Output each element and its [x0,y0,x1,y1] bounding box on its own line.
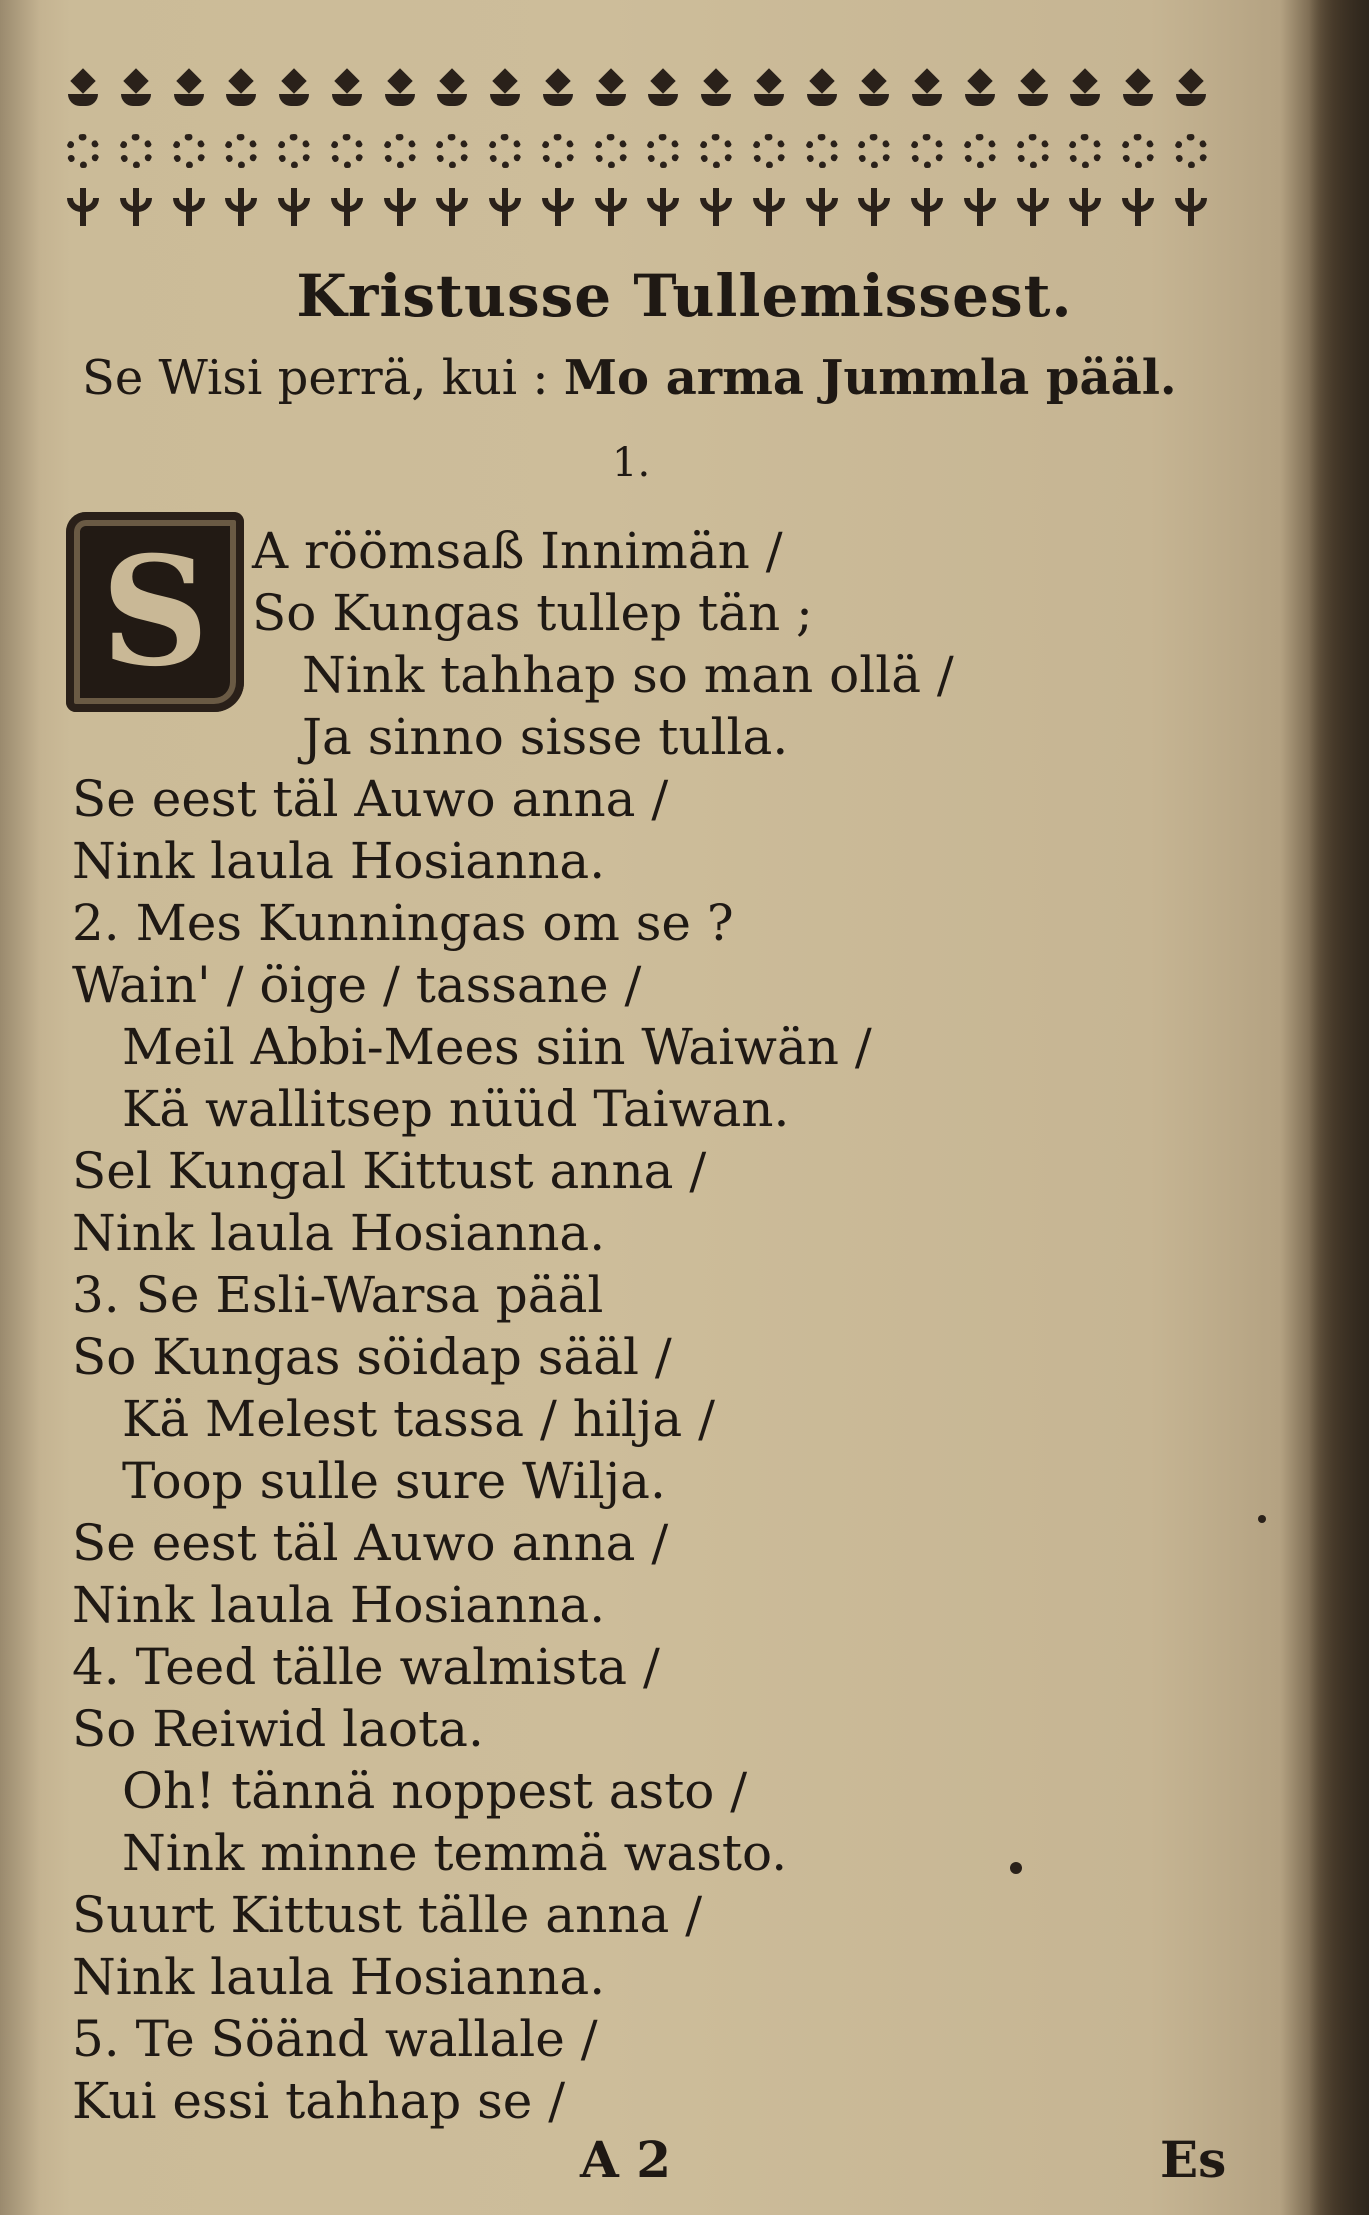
fleuron-icon [220,126,262,172]
verse-line: Kä Melest tassa / hilja / [122,1390,715,1448]
fleuron-icon [537,184,579,230]
verse-line: 4. Teed tälle walmista / [72,1638,660,1696]
fleuron-icon [1012,68,1054,114]
fleuron-icon [906,126,948,172]
fleuron-icon [590,184,632,230]
fleuron-icon [748,126,790,172]
fleuron-icon [590,68,632,114]
fleuron-icon [801,184,843,230]
fleuron-icon [1012,126,1054,172]
fleuron-icon [62,184,104,230]
fleuron-icon [1064,68,1106,114]
tune-prefix: Se Wisi perrä, kui : [82,350,549,406]
verse-line: Toop sulle sure Wilja. [122,1452,666,1510]
fleuron-border [62,62,1212,242]
fleuron-icon [379,126,421,172]
fleuron-icon [326,184,368,230]
fleuron-icon [537,126,579,172]
fleuron-icon [1117,126,1159,172]
tune-name: Mo arma Jummla pääl. [563,350,1177,406]
fleuron-icon [115,68,157,114]
fleuron-icon [906,184,948,230]
verse-line: Sel Kungal Kittust anna / [72,1142,707,1200]
signature-mark: A 2 [580,2130,671,2189]
fleuron-icon [1170,126,1212,172]
verse-line: Nink laula Hosianna. [72,1204,606,1262]
ornament-row-bottom [62,178,1212,236]
fleuron-icon [748,68,790,114]
verse-line: A röömsaß Innimän / [252,522,783,580]
fleuron-icon [115,126,157,172]
fleuron-icon [853,68,895,114]
tune-indication [82,350,1177,406]
fleuron-icon [801,68,843,114]
fleuron-icon [326,68,368,114]
fleuron-icon [801,126,843,172]
verse-line: Nink minne temmä wasto. [122,1824,788,1882]
catchword: Es [1160,2130,1227,2189]
verse-line: So Reiwid laota. [72,1700,484,1758]
verse-line: Kä wallitsep nüüd Taiwan. [122,1080,790,1138]
fleuron-icon [959,184,1001,230]
ink-speck [1010,1862,1022,1874]
fleuron-icon [853,184,895,230]
verse-line: Kui essi tahhap se / [72,2072,566,2130]
fleuron-icon [748,184,790,230]
fleuron-icon [537,68,579,114]
page-gutter-shadow [1309,0,1369,2215]
verse-line: Suurt Kittust tälle anna / [72,1886,703,1944]
fleuron-icon [906,68,948,114]
hymn-title: Kristusse Tullemissest. [296,262,1073,330]
fleuron-icon [642,68,684,114]
fleuron-icon [590,126,632,172]
fleuron-icon [220,184,262,230]
fleuron-icon [959,126,1001,172]
verse-line: So Kungas söidap sääl / [72,1328,672,1386]
fleuron-icon [484,184,526,230]
ornament-row-top [62,62,1212,120]
fleuron-icon [1117,68,1159,114]
fleuron-icon [62,68,104,114]
verse-line: Se eest täl Auwo anna / [72,770,669,828]
fleuron-icon [695,184,737,230]
fleuron-icon [431,184,473,230]
verse-line: 5. Te Söänd wallale / [72,2010,598,2068]
fleuron-icon [431,126,473,172]
verse-line: Se eest täl Auwo anna / [72,1514,669,1572]
verse-line: Wain' / öige / tassane / [72,956,642,1014]
fleuron-icon [1170,68,1212,114]
verse-line: Nink laula Hosianna. [72,832,606,890]
fleuron-icon [62,126,104,172]
fleuron-icon [959,68,1001,114]
verse-line: So Kungas tullep tän ; [252,584,813,642]
fleuron-icon [168,184,210,230]
fleuron-icon [484,68,526,114]
fleuron-icon [1064,184,1106,230]
verse-line: 2. Mes Kunningas om se ? [72,894,734,952]
fleuron-icon [695,68,737,114]
fleuron-icon [115,184,157,230]
verse-line: Nink tahhap so man ollä / [302,646,954,704]
verse-line: Ja sinno sisse tulla. [302,708,789,766]
fleuron-icon [379,184,421,230]
fleuron-icon [1117,184,1159,230]
fleuron-icon [484,126,526,172]
ornament-row-middle [62,120,1212,178]
fleuron-icon [379,68,421,114]
fleuron-icon [431,68,473,114]
fleuron-icon [642,184,684,230]
verse-line: Meil Abbi-Mees siin Waiwän / [122,1018,872,1076]
fleuron-icon [326,126,368,172]
decorated-initial: S [66,512,244,712]
fleuron-icon [168,126,210,172]
fleuron-icon [220,68,262,114]
verse-line: Nink laula Hosianna. [72,1576,606,1634]
ink-speck [1258,1515,1266,1523]
fleuron-icon [273,68,315,114]
fleuron-icon [273,126,315,172]
fleuron-icon [695,126,737,172]
fleuron-icon [1012,184,1054,230]
fleuron-icon [168,68,210,114]
fleuron-icon [1170,184,1212,230]
fleuron-icon [642,126,684,172]
verse-line: Oh! tännä noppest asto / [122,1762,748,1820]
stanza-number: 1. [612,440,651,486]
verse-line: 3. Se Esli-Warsa pääl [72,1266,604,1324]
verse-line: Nink laula Hosianna. [72,1948,606,2006]
fleuron-icon [853,126,895,172]
fleuron-icon [1064,126,1106,172]
fleuron-icon [273,184,315,230]
